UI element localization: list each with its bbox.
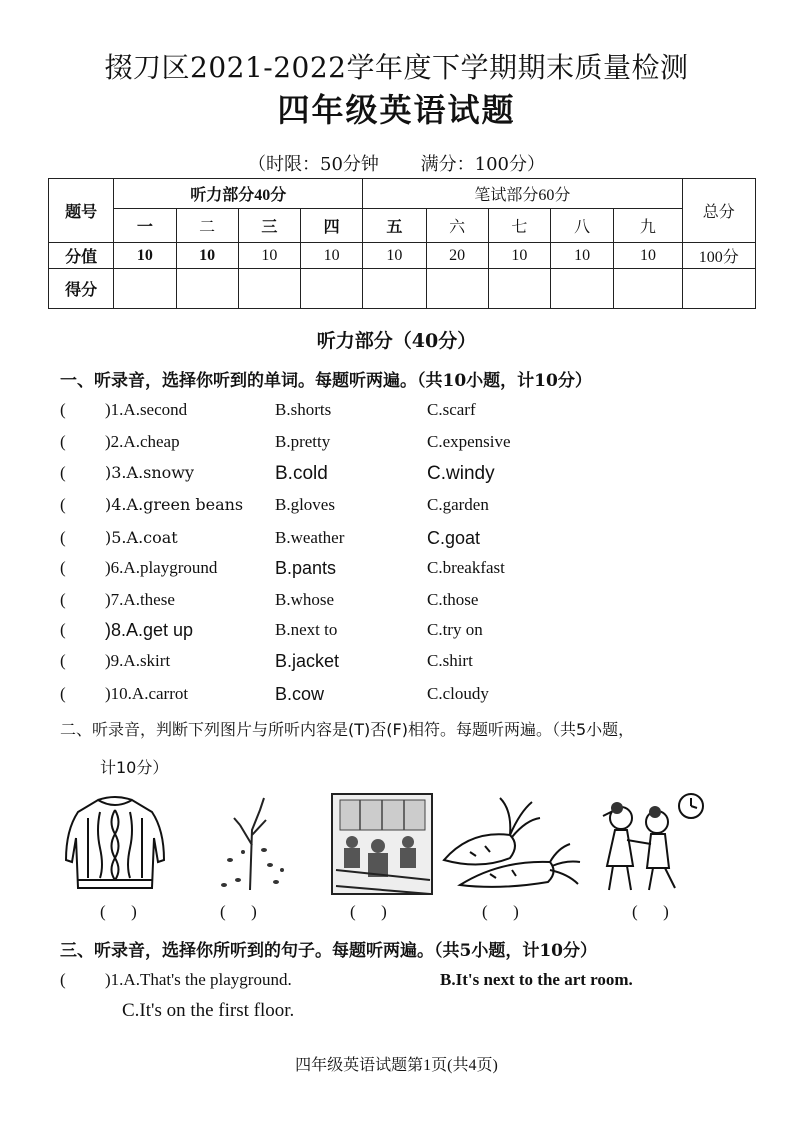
section3-option-c: C.It's on the first floor.	[122, 1000, 295, 1021]
row-label-score: 得分	[49, 269, 114, 309]
option-c: C.garden	[427, 495, 489, 514]
question-row	[60, 558, 760, 584]
col-header: 六	[426, 209, 488, 243]
value-cell: 10	[114, 243, 176, 269]
col-header: 四	[301, 209, 363, 243]
question-row	[60, 620, 760, 646]
picture5-answer[interactable]: ( )	[632, 902, 669, 921]
question-row	[60, 651, 760, 677]
col-header: 五	[363, 209, 426, 243]
autumn-tree-picture	[210, 790, 290, 900]
score-cell[interactable]	[114, 269, 176, 309]
answer-paren[interactable]: (	[60, 590, 66, 609]
value-cell: 10	[614, 243, 682, 269]
option-c: C.those	[427, 590, 479, 609]
question-row	[60, 463, 760, 489]
option-a: )8.A.get up	[105, 620, 194, 640]
question-row	[60, 400, 760, 426]
option-c: C.cloudy	[427, 684, 489, 703]
option-c: C.scarf	[427, 400, 476, 419]
option-c: C.goat	[427, 528, 481, 548]
score-cell[interactable]	[614, 269, 682, 309]
value-cell: 10	[551, 243, 614, 269]
answer-paren[interactable]: (	[60, 970, 66, 989]
option-b: B.jacket	[275, 651, 340, 671]
exam-subtitle: 四年级英语试题	[277, 91, 516, 129]
question-row	[60, 432, 760, 458]
option-c: C.windy	[427, 463, 495, 484]
option-a: )1.A.That's the playground.	[105, 970, 292, 989]
sweater-picture	[60, 790, 170, 900]
full-score: 满分：100分）	[420, 154, 545, 175]
question-row	[60, 684, 760, 710]
option-a: )3.A.snowy	[105, 463, 195, 482]
option-c: C.try on	[427, 620, 483, 639]
section1-heading: 一、听录音，选择你听到的单词。每题听两遍。（共10小题，计10分）	[60, 371, 592, 391]
score-cell[interactable]	[238, 269, 300, 309]
question-row	[60, 495, 760, 521]
answer-paren[interactable]: (	[60, 558, 66, 577]
option-a: )7.A.these	[105, 590, 175, 609]
question-row	[60, 528, 760, 554]
classroom-picture	[330, 790, 435, 900]
answer-paren[interactable]: (	[60, 620, 66, 639]
value-cell: 10	[363, 243, 426, 269]
answer-paren[interactable]: (	[60, 463, 66, 482]
option-b: B.pants	[275, 558, 337, 578]
listening-section-title: 听力部分（40分）	[316, 330, 477, 352]
exam-time-info	[0, 150, 793, 176]
picture3-answer[interactable]: ( )	[350, 902, 387, 921]
col-header: 九	[614, 209, 682, 243]
section3-question-1	[60, 970, 780, 996]
option-a: )1.A.second	[105, 400, 188, 419]
col-header: 一	[114, 209, 176, 243]
row-label-value: 分值	[49, 243, 114, 269]
section2-heading-cont: 计10分）	[100, 758, 169, 777]
value-cell: 10	[301, 243, 363, 269]
option-a: )9.A.skirt	[105, 651, 171, 670]
picture4-answer[interactable]: ( )	[482, 902, 519, 921]
answer-paren[interactable]: (	[60, 400, 66, 419]
option-b: B.cold	[275, 463, 328, 484]
section2-heading: 二、听录音，判断下列图片与所听内容是(T)否(F)相符。每题听两遍。（共5小题，	[60, 720, 635, 739]
option-b: B.weather	[275, 528, 345, 547]
value-cell: 10	[488, 243, 550, 269]
col-header: 三	[238, 209, 300, 243]
option-b: B.cow	[275, 684, 325, 704]
option-a: )4.A.green beans	[105, 495, 244, 514]
answer-paren[interactable]: (	[60, 651, 66, 670]
writing-header: 笔试部分60分	[363, 179, 682, 209]
option-b: B.shorts	[275, 400, 332, 419]
page-footer: 四年级英语试题第1页(共4页)	[295, 1057, 498, 1074]
picture2-answer[interactable]: ( )	[220, 902, 257, 921]
time-limit: （时限：50分钟	[248, 154, 379, 175]
option-c: C.expensive	[427, 432, 511, 451]
option-c: C.breakfast	[427, 558, 505, 577]
listening-header: 听力部分40分	[114, 179, 363, 209]
value-cell: 10	[238, 243, 300, 269]
option-a: )6.A.playground	[105, 558, 218, 577]
score-cell[interactable]	[301, 269, 363, 309]
option-b: B.pretty	[275, 432, 331, 451]
question-row	[60, 590, 760, 616]
option-b: B.whose	[275, 590, 335, 609]
exam-title: 掇刀区2021-2022学年度下学期期末质量检测	[104, 51, 689, 84]
col-header: 七	[488, 209, 550, 243]
option-a: )2.A.cheap	[105, 432, 180, 451]
answer-paren[interactable]: (	[60, 432, 66, 451]
carrots-picture	[440, 790, 585, 900]
score-cell[interactable]	[426, 269, 488, 309]
col-header: 二	[176, 209, 238, 243]
answer-paren[interactable]: (	[60, 684, 66, 703]
score-cell[interactable]	[551, 269, 614, 309]
value-cell: 20	[426, 243, 488, 269]
row-label-number: 题号	[49, 179, 114, 243]
value-cell: 10	[176, 243, 238, 269]
col-header: 八	[551, 209, 614, 243]
answer-paren[interactable]: (	[60, 495, 66, 514]
score-cell[interactable]	[488, 269, 550, 309]
total-value: 100分	[682, 243, 755, 269]
total-header: 总分	[682, 179, 755, 243]
answer-paren[interactable]: (	[60, 528, 66, 547]
score-cell[interactable]	[363, 269, 426, 309]
option-b: B.gloves	[275, 495, 335, 514]
option-c: C.shirt	[427, 651, 473, 670]
score-cell[interactable]	[682, 269, 755, 309]
kids-clock-picture	[595, 790, 710, 900]
option-b: B.It's next to the art room.	[440, 970, 633, 989]
option-a: )10.A.carrot	[105, 684, 189, 703]
option-a: )5.A.coat	[105, 528, 178, 547]
option-b: B.next to	[275, 620, 338, 639]
score-cell[interactable]	[176, 269, 238, 309]
score-table	[48, 178, 756, 309]
picture1-answer[interactable]: ( )	[100, 902, 137, 921]
section3-heading: 三、听录音，选择你所听到的句子。每题听两遍。（共5小题，计10分）	[60, 941, 597, 961]
